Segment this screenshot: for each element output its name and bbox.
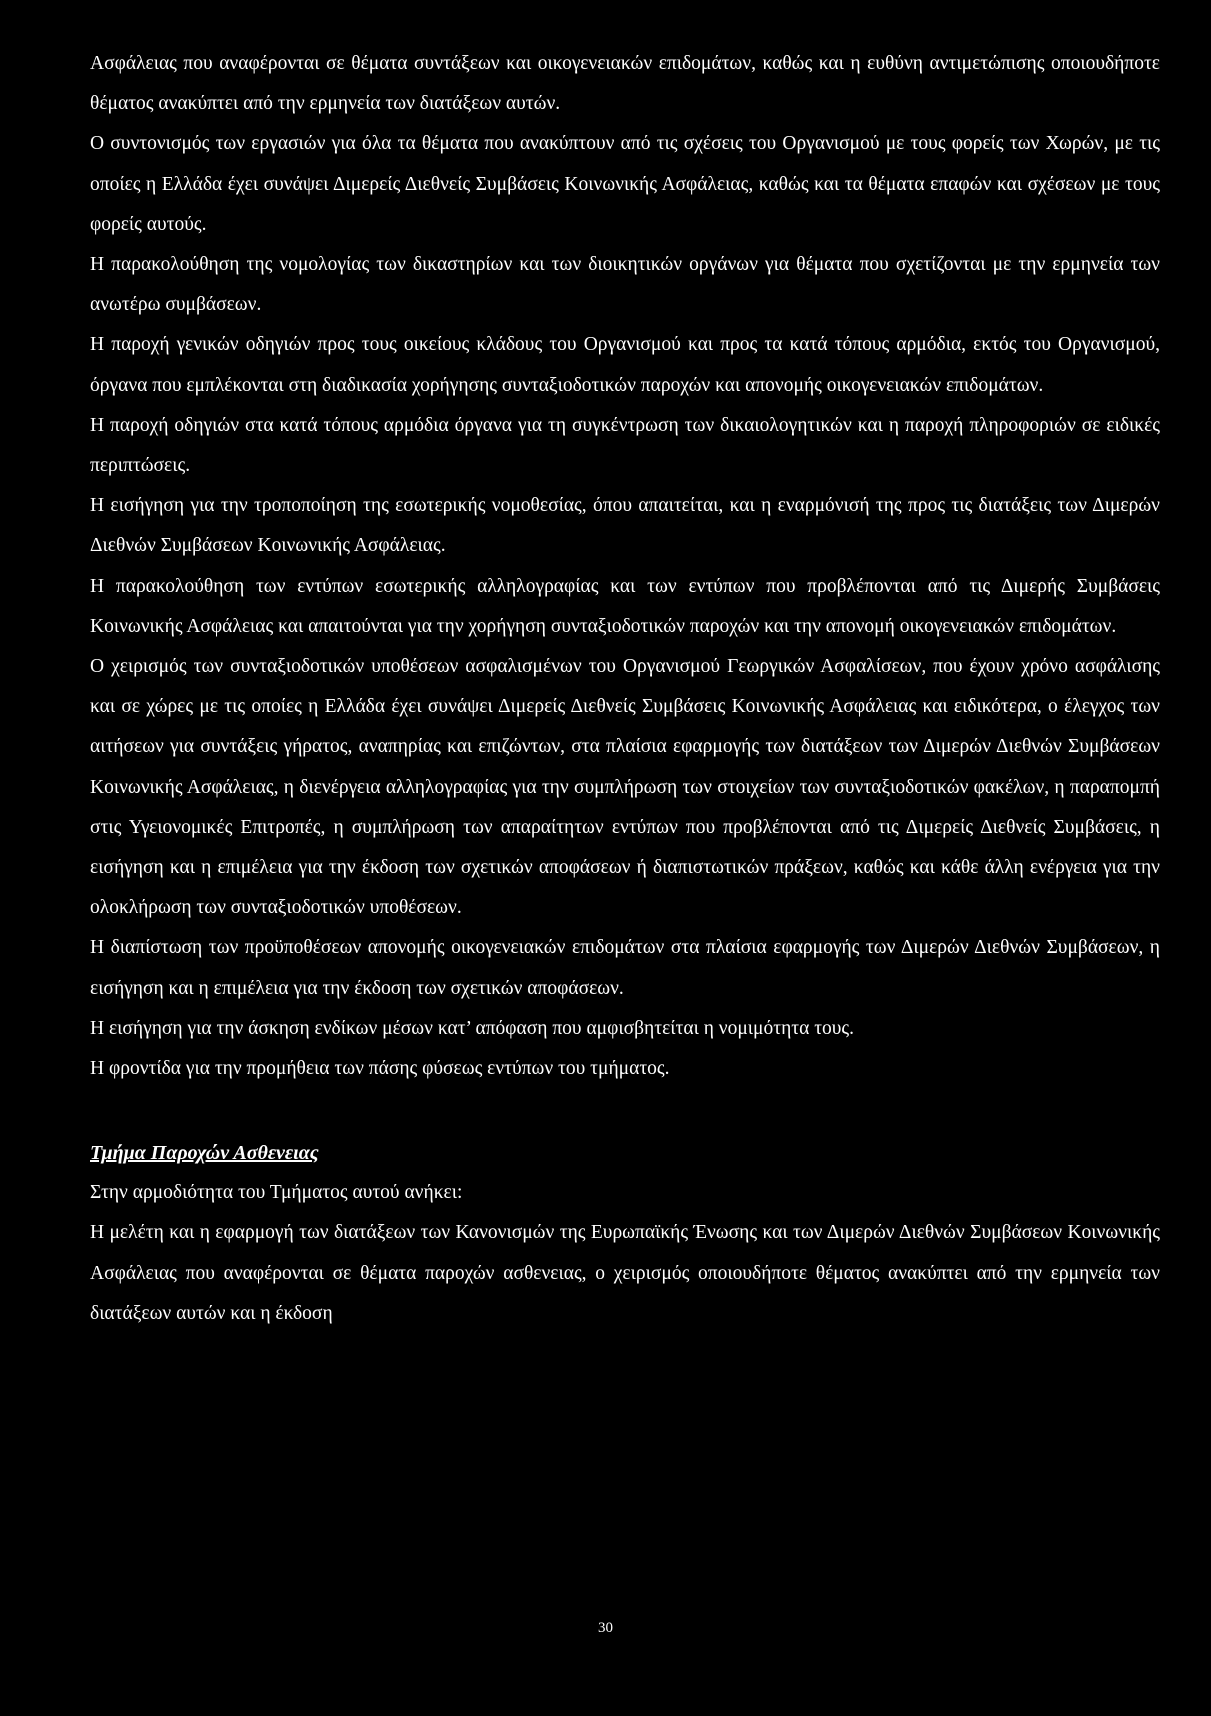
paragraph: Η φροντίδα για την προμήθεια των πάσης φύσεως εντύπων του τμήματος. xyxy=(90,1058,670,1080)
paragraph: Η εισήγηση για την τροποποίηση της εσωτερικής νομοθεσίας, όπου απαιτείται, και η εναρμόνισή της προς τις διατάξεις των Διμερών Διεθνών Συμβάσεων Κοινωνικής Ασφάλειας. xyxy=(90,495,1160,557)
paragraph: Η παρακολούθηση της νομολογίας των δικαστηρίων και των διοικητικών οργάνων για θέματα που σχετίζονται με την ερμηνεία των ανωτέρω συμβάσεων. xyxy=(90,254,1160,316)
paragraph: Η παρακολούθηση των εντύπων εσωτερικής αλληλογραφίας και των εντύπων που προβλέπονται από τις Διμερής Συμβάσεις Κοινωνικής Ασφάλειας και απαιτούνται για την χορήγηση συνταξιοδοτικών παροχών και την απονομή οικογενειακών επιδομάτων. xyxy=(90,575,1160,637)
paragraph: Ασφάλειας που αναφέρονται σε θέματα συντάξεων και οικογενειακών επιδομάτων, καθώς και η ευθύνη αντιμετώπισης οποιουδήποτε θέματος ανακύπτει από την ερμηνεία των διατάξεων αυτών. xyxy=(90,53,1160,115)
paragraph: Η διαπίστωση των προϋποθέσεων απονομής οικογενειακών επιδομάτων στα πλαίσια εφαρμογής των Διμερών Διεθνών Συμβάσεων, η εισήγηση και η επιμέλεια για την έκδοση των σχετικών αποφάσεων. xyxy=(90,937,1160,999)
paragraph: Ο χειρισμός των συνταξιοδοτικών υποθέσεων ασφαλισμένων του Οργανισμού Γεωργικών Ασφαλίσεων, που έχουν χρόνο ασφάλισης και σε χώρες με τις οποίες η Ελλάδα έχει συνάψει Διμερείς Διεθνείς Συμβάσεις Κοινωνικής Ασφάλειας και ειδικότερα, ο έλεγχος των αιτήσεων για συντάξεις γήρατος, αναπηρίας και επιζώντων, στα πλαίσια εφαρμογής των διατάξεων των Διμερών Διεθνών Συμβάσεων Κοινωνικής Ασφάλειας, η διενέργεια αλληλογραφίας για την συμπλήρωση των στοιχείων των συνταξιοδοτικών φακέλων, η παραπομπή στις Υγειονομικές Επιτροπές, η συμπλήρωση των απαραίτητων εντύπων που προβλέπονται από τις Διμερείς Διεθνείς Συμβάσεις, η εισήγηση και η επιμέλεια για την έκδοση των σχετικών αποφάσεων ή διαπιστωτικών πράξεων, καθώς και κάθε άλλη ενέργεια για την ολοκλήρωση των συνταξιοδοτικών υποθέσεων. xyxy=(90,656,1160,919)
paragraph: Η παροχή οδηγιών στα κατά τόπους αρμόδια όργανα για τη συγκέντρωση των δικαιολογητικών και η παροχή πληροφοριών σε ειδικές περιπτώσεις. xyxy=(90,414,1160,477)
paragraph: Ο συντονισμός των εργασιών για όλα τα θέματα που ανακύπτουν από τις σχέσεις του Οργανισμού με τους φορείς των Χωρών, με τις οποίες η Ελλάδα έχει συνάψει Διμερείς Διεθνείς Συμβάσεις Κοινωνικής Ασφάλειας, καθώς και τα θέματα επαφών και σχέσεων με τους φορείς αυτούς. xyxy=(90,133,1160,235)
paragraph: Η εισήγηση για την άσκηση ενδίκων μέσων κατ’ απόφαση που αμφισβητείται η νομιμότητα τους. xyxy=(90,1017,855,1039)
document-body xyxy=(90,44,1160,1334)
page-number: 30 xyxy=(598,1620,613,1636)
section-paragraph: Η μελέτη και η εφαρμογή των διατάξεων των Κανονισμών της Ευρωπαϊκής Ένωσης και των Διμερών Διεθνών Συμβάσεων Κοινωνικής Ασφάλειας που αναφέρονται σε θέματα παροχών ασθενειας, ο χειρισμός οποιουδήποτε θέματος ανακύπτει από την ερμηνεία των διατάξεων αυτών και η έκδοση xyxy=(90,1222,1160,1324)
section-spacer xyxy=(90,1089,1160,1133)
section-intro: Στην αρμοδιότητα του Τμήματος αυτού ανήκει: xyxy=(90,1182,463,1204)
section-heading: Τμήμα Παροχών Ασθενειας xyxy=(90,1142,319,1165)
paragraph: Η παροχή γενικών οδηγιών προς τους οικείους κλάδους του Οργανισμού και προς τα κατά τόπους αρμόδια, εκτός του Οργανισμού, όργανα που εμπλέκονται στη διαδικασία χορήγησης συνταξιοδοτικών παροχών και απονομής οικογενειακών επιδομάτων. xyxy=(90,334,1160,396)
